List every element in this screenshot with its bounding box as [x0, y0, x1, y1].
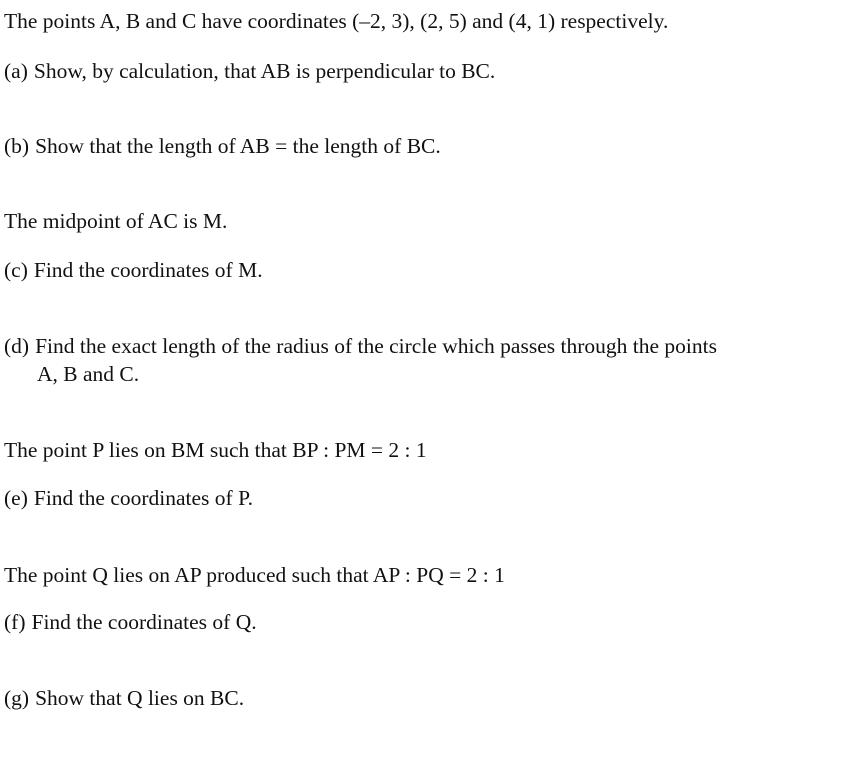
part-c-text: Find the coordinates of M. — [33, 258, 263, 282]
point-p-statement — [4, 437, 427, 463]
intro-statement — [4, 8, 668, 34]
part-c-label: (c) — [4, 258, 28, 282]
part-d-text-line2: A, B and C. — [37, 362, 140, 386]
part-f-label: (f) — [4, 610, 26, 634]
part-g-label: (g) — [4, 686, 30, 710]
midpoint-statement — [4, 208, 227, 234]
part-b-text: Show that the length of AB = the length of BC. — [35, 134, 441, 158]
point-p-text: The point P lies on BM such that BP : PM = 2 : 1 — [4, 438, 427, 462]
part-g-text: Show that Q lies on BC. — [35, 686, 245, 710]
part-e-label: (e) — [4, 486, 28, 510]
part-f — [4, 609, 257, 635]
part-d-continuation — [37, 361, 139, 387]
part-g — [4, 685, 244, 711]
part-a — [4, 58, 495, 84]
part-e-text: Find the coordinates of P. — [33, 486, 254, 510]
part-b — [4, 133, 441, 159]
intro-text: The points A, B and C have coordinates (–2, 3), (2, 5) and (4, 1) respectively. — [4, 9, 669, 33]
part-e — [4, 485, 253, 511]
part-d-label: (d) — [4, 334, 30, 358]
part-d-text-line1: Find the exact length of the radius of the circle which passes through the points — [35, 334, 717, 358]
part-d — [4, 333, 717, 359]
point-q-text: The point Q lies on AP produced such that AP : PQ = 2 : 1 — [4, 563, 505, 587]
point-q-statement — [4, 562, 505, 588]
midpoint-text: The midpoint of AC is M. — [4, 209, 228, 233]
part-b-label: (b) — [4, 134, 30, 158]
part-a-text: Show, by calculation, that AB is perpendicular to BC. — [33, 59, 496, 83]
part-f-text: Find the coordinates of Q. — [31, 610, 257, 634]
part-c — [4, 257, 263, 283]
part-a-label: (a) — [4, 59, 28, 83]
